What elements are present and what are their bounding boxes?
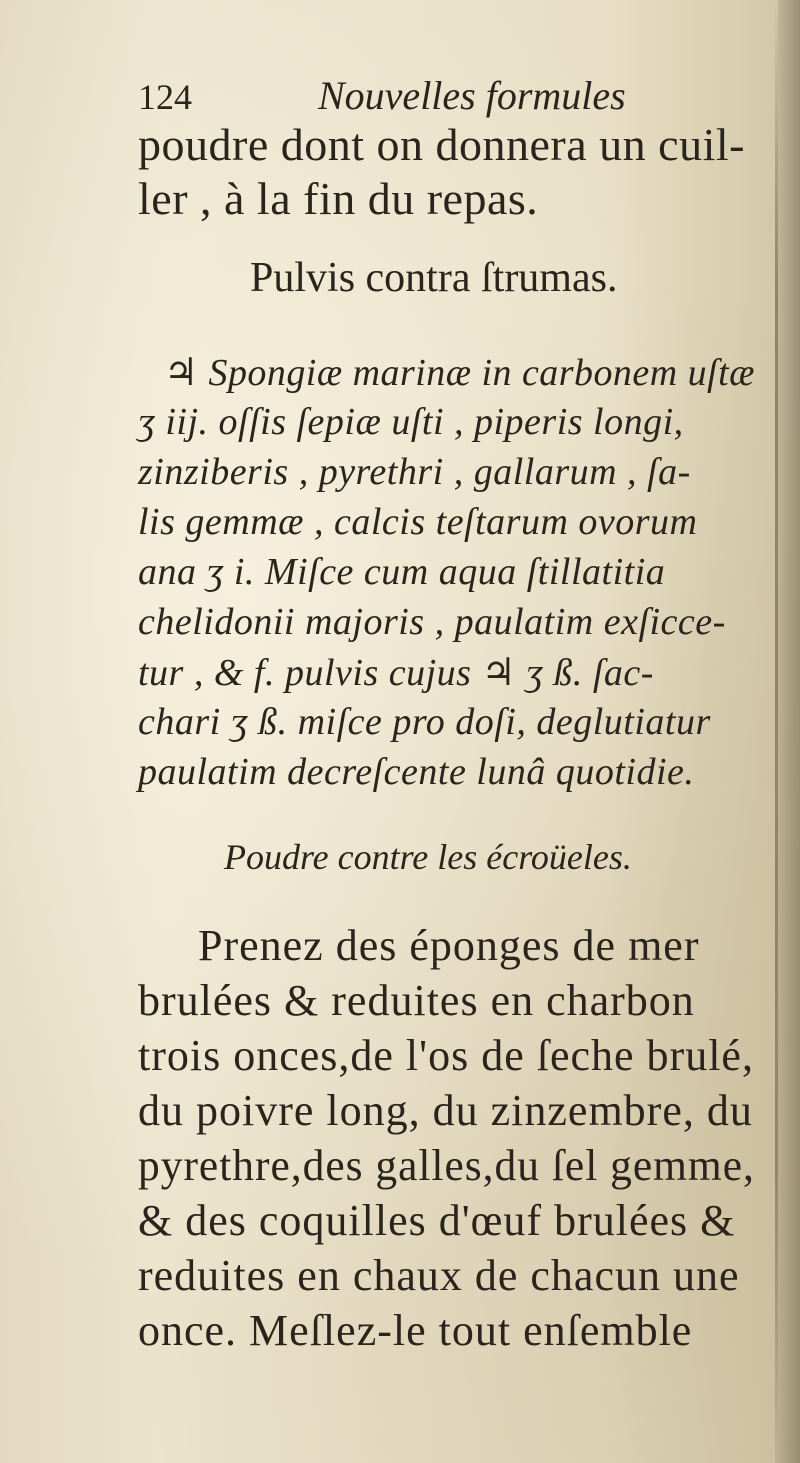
latin-line-5: ana ʒ i. Miſce cum aqua ſtillatitia — [138, 551, 666, 593]
continuation-line-1: poudre dont on donnera un cuil- — [138, 119, 745, 170]
latin-section-title: Pulvis contra ſtrumas. — [250, 255, 618, 301]
latin-line-7: tur , & f. pulvis cujus ♃ ʒ ß. ſac- — [138, 652, 654, 694]
french-line-6: & des coquilles d'œuf brulées & — [138, 1196, 736, 1245]
french-line-4: du poivre long, du zinzembre, du — [138, 1086, 753, 1135]
french-line-7: reduites en chaux de chacun une — [138, 1251, 740, 1300]
latin-line-2: ʒ iij. oſſis ſepiæ uſti , piperis longi, — [138, 401, 684, 443]
latin-line-6: chelidonii majoris , paulatim exſicce- — [138, 601, 726, 643]
page-edge-line — [775, 0, 778, 1463]
french-line-2: brulées & reduites en charbon — [138, 976, 695, 1025]
french-section-title: Poudre contre les écroüeles. — [224, 837, 632, 877]
french-line-3: trois onces,de l'os de ſeche brulé, — [138, 1031, 754, 1080]
french-line-5: pyrethre,des galles,du ſel gemme, — [138, 1141, 755, 1190]
latin-line-8: chari ʒ ß. miſce pro doſi, deglutiatur — [138, 701, 711, 743]
latin-line-1: ♃ Spongiæ marinæ in carbonem uſtæ — [164, 352, 755, 394]
latin-line-4: lis gemmæ , calcis teſtarum ovorum — [138, 501, 698, 543]
continuation-line-2: ler , à la fin du repas. — [138, 173, 539, 224]
page-number: 124 — [138, 77, 192, 117]
running-title: Nouvelles formules — [318, 73, 626, 118]
french-line-1: Prenez des éponges de mer — [198, 921, 700, 970]
page-edge-shadow — [778, 0, 800, 1463]
latin-line-9: paulatim decreſcente lunâ quotidie. — [138, 751, 695, 793]
french-line-8: once. Meſlez-le tout enſemble — [138, 1306, 693, 1355]
latin-line-3: zinziberis , pyrethri , gallarum , ſa- — [138, 451, 691, 493]
